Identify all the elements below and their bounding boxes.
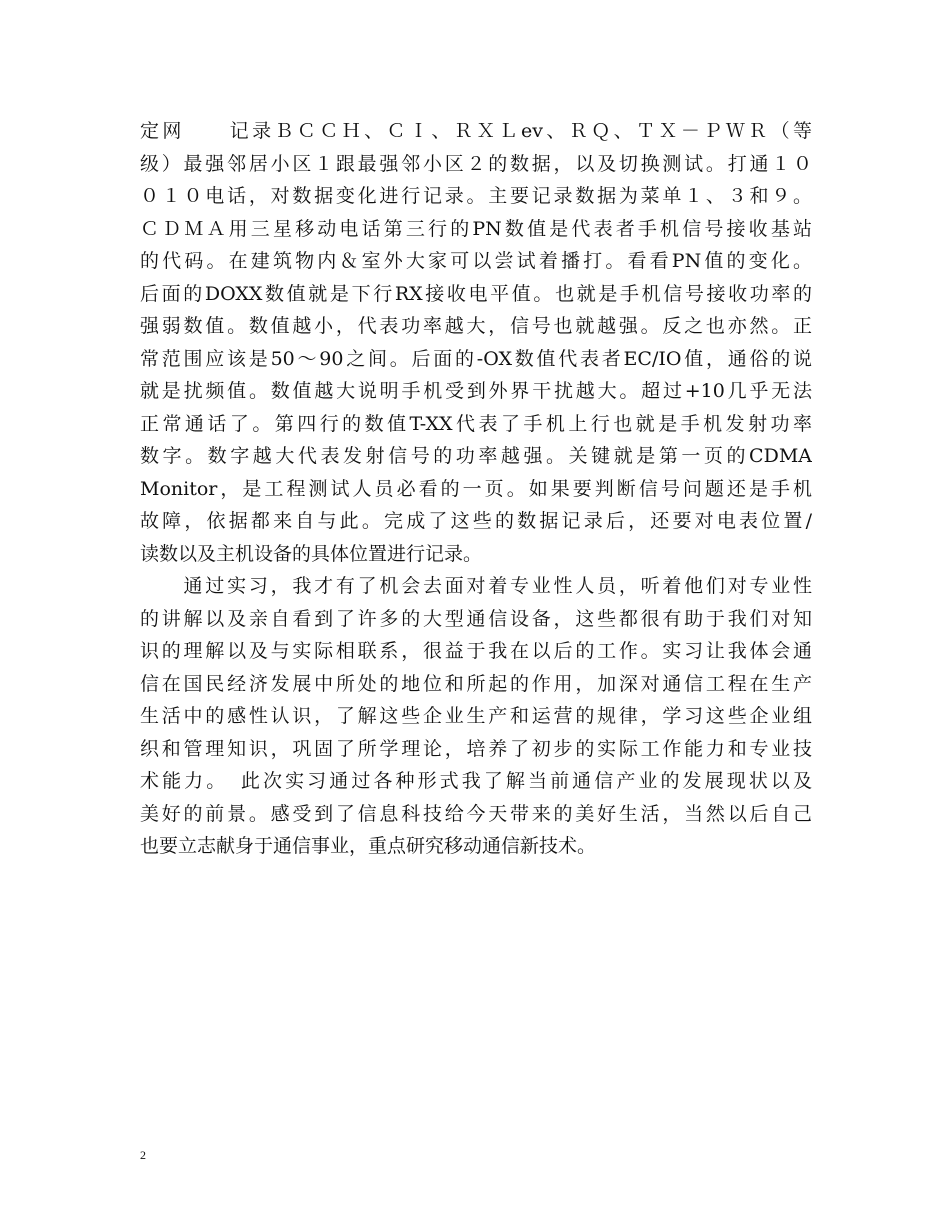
text-line: 故障，依据都来自与此。完成了这些的数据记录后，还要对电表位置/ [140,510,812,532]
text-line: 美好的前景。感受到了信息科技给今天带来的美好生活，当然以后自己 [140,802,812,825]
text-line: 通过实习，我才有了机会去面对着专业性人员，听着他们对专业性 [140,575,812,597]
text-line: 强弱数值。数值越小，代表功率越大，信号也就越强。反之也亦然。正 [140,315,812,337]
text-line: 数字。数字越大代表发射信号的功率越强。关键就是第一页的CDMA [140,445,812,467]
text-line: 的代码。在建筑物内＆室外大家可以尝试着播打。看看PN值的变化。 [140,250,812,272]
text-line: Monitor，是工程测试人员必看的一页。如果要判断信号问题还是手机 [140,477,812,500]
paragraph-end-line: 读数以及主机设备的具体位置进行记录。 [140,542,483,565]
text-line: 正常通话了。第四行的数值T-XX代表了手机上行也就是手机发射功率 [140,412,812,435]
text-line: 的讲解以及亲自看到了许多的大型通信设备，这些都很有助于我们对知 [140,607,812,630]
text-line: 常范围应该是50～90之间。后面的-OX数值代表者EC/IO值，通俗的说 [140,347,812,370]
text-line: 识的理解以及与实际相联系，很益于我在以后的工作。实习让我体会通 [140,640,812,662]
text-line: 就是扰频值。数值越大说明手机受到外界干扰越大。超过+10几乎无法 [140,380,812,402]
page-number: 2 [140,1148,146,1162]
text-line: 级）最强邻居小区１跟最强邻小区２的数据，以及切换测试。打通１０ [140,152,812,175]
text-line: 信在国民经济发展中所处的地位和所起的作用，加深对通信工程在生产 [140,672,812,695]
text-line: ＣＤＭＡ用三星移动电话第三行的PN数值是代表者手机信号接收基站 [140,217,812,240]
paragraph-end-line: 也要立志献身于通信事业，重点研究移动通信新技术。 [140,835,597,857]
text-line: 生活中的感性认识，了解这些企业生产和运营的规律，学习这些企业组 [140,705,812,727]
text-line: 后面的DOXX数值就是下行RX接收电平值。也就是手机信号接收功率的 [140,282,812,305]
text-line: 织和管理知识，巩固了所学理论，培养了初步的实际工作能力和专业技 [140,737,812,760]
text-line: 术能力。 此次实习通过各种形式我了解当前通信产业的发展现状以及 [140,770,812,792]
text-line: ０１０电话，对数据变化进行记录。主要记录数据为菜单１、３和９。 [140,185,812,207]
body-text [140,115,812,863]
text-line: 定网 记录ＢＣＣＨ、ＣＩ、ＲＸＬev、ＲＱ、ＴＸ－ＰＷＲ（等 [140,120,812,142]
